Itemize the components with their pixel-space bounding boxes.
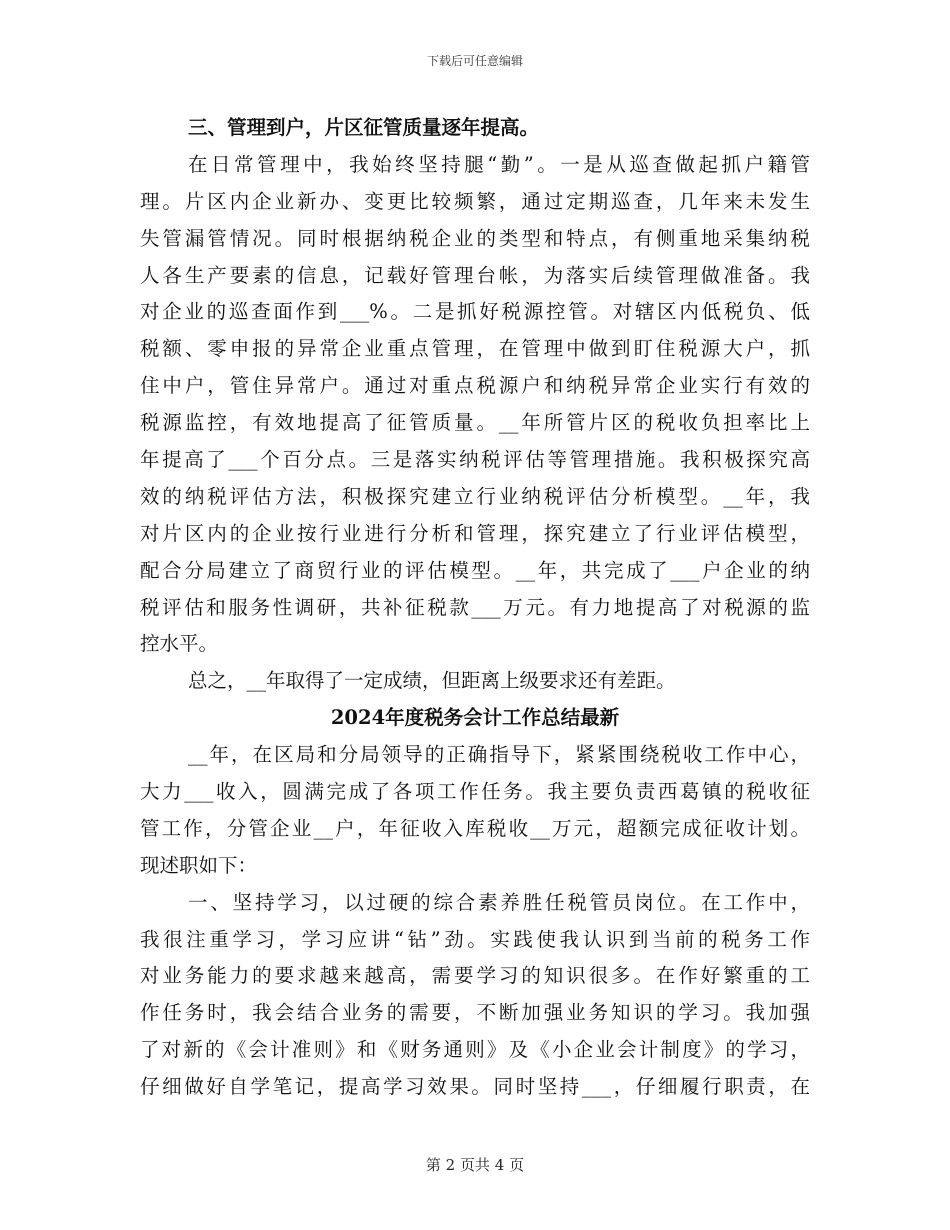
document-body xyxy=(140,110,810,1106)
paragraph-line: 配合分局建立了商贸行业的评估模型。__年，共完成了___户企业的纳 xyxy=(140,558,810,582)
paragraph-line: 一、坚持学习，以过硬的综合素养胜任税管员岗位。在工作中， xyxy=(188,890,810,914)
paragraph-line: 管工作，分管企业__户，年征收入库税收__万元，超额完成征收计划。 xyxy=(140,816,810,840)
document-title: 2024年度税务会计工作总结最新 xyxy=(330,706,620,730)
paragraph-line: 理。片区内企业新办、变更比较频繁，通过定期巡查，几年来未发生 xyxy=(140,189,810,213)
paragraph-line: 住中户，管住异常户。通过对重点税源户和纳税异常企业实行有效的 xyxy=(140,374,810,398)
paragraph-line: 对企业的巡查面作到___%。二是抓好税源控管。对辖区内低税负、低 xyxy=(140,300,810,324)
paragraph-line: 大力___收入，圆满完成了各项工作任务。我主要负责西葛镇的税收征 xyxy=(140,780,810,804)
paragraph-line: 了对新的《会计准则》和《财务通则》及《小企业会计制度》的学习， xyxy=(140,1038,810,1062)
paragraph-line: 我很注重学习，学习应讲“钻”劲。实践使我认识到当前的税务工作 xyxy=(140,927,810,951)
paragraph-line: 税源监控，有效地提高了征管质量。__年所管片区的税收负担率比上 xyxy=(140,411,810,435)
paragraph-line: 税评估和服务性调研，共补征税款___万元。有力地提高了对税源的监 xyxy=(140,595,810,619)
paragraph-line: 总之，__年取得了一定成绩，但距离上级要求还有差距。 xyxy=(188,669,676,693)
paragraph-line: 失管漏管情况。同时根据纳税企业的类型和特点，有侧重地采集纳税 xyxy=(140,226,810,250)
paragraph-line: 控水平。 xyxy=(140,632,219,656)
paragraph-line: 年提高了___个百分点。三是落实纳税评估等管理措施。我积极探究高 xyxy=(140,448,810,472)
paragraph-line: 效的纳税评估方法，积极探究建立行业纳税评估分析模型。__年，我 xyxy=(140,484,810,508)
page-number-footer: 第 2 页共 4 页 xyxy=(425,1156,525,1174)
paragraph-line: 对片区内的企业按行业进行分析和管理，探究建立了行业评估模型， xyxy=(140,521,810,545)
paragraph-line: 仔细做好自学笔记，提高学习效果。同时坚持___，仔细履行职责，在 xyxy=(140,1075,810,1099)
section-heading: 三、管理到户，片区征管质量逐年提高。 xyxy=(188,116,540,139)
paragraph-line: 税额、零申报的异常企业重点管理，在管理中做到盯住税源大户，抓 xyxy=(140,337,810,361)
paragraph-line: __年，在区局和分局领导的正确指导下，紧紧围绕税收工作中心， xyxy=(188,743,810,767)
page-header-note: 下载后可任意编辑 xyxy=(426,54,523,68)
paragraph-line: 作任务时，我会结合业务的需要，不断加强业务知识的学习。我加强 xyxy=(140,1001,810,1025)
paragraph-line: 在日常管理中，我始终坚持腿“勤”。一是从巡查做起抓户籍管 xyxy=(188,152,810,176)
paragraph-line: 人各生产要素的信息，记载好管理台帐，为落实后续管理做准备。我 xyxy=(140,263,810,287)
paragraph-line: 对业务能力的要求越来越高，需要学习的知识很多。在作好繁重的工 xyxy=(140,964,810,988)
paragraph-line: 现述职如下： xyxy=(140,853,258,877)
